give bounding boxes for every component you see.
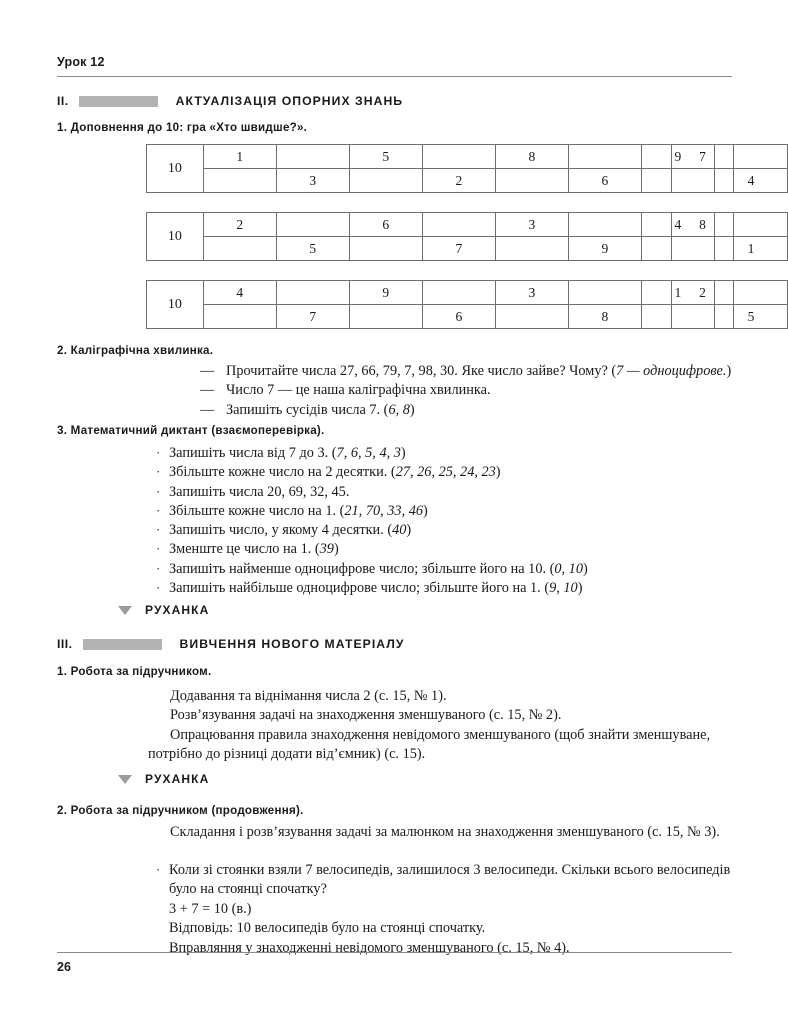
cell-top-3 bbox=[422, 145, 495, 169]
subheading-kaligrafichna: 2. Каліграфічна хвилинка. bbox=[57, 344, 214, 357]
cell-top-2: 6 bbox=[349, 213, 422, 237]
cell-top-1 bbox=[276, 145, 349, 169]
ruhanka-marker-1 bbox=[118, 603, 209, 617]
section-heading-2 bbox=[57, 94, 403, 108]
cell-bottom-0 bbox=[203, 237, 276, 261]
problem-statement: Коли зі стоянки взяли 7 велосипедів, залишилося 3 велосипеди. Скільки всього велосипедів було на стоянці спочатку? bbox=[169, 862, 731, 898]
cell-top-5 bbox=[568, 213, 641, 237]
dictation-answer-7: 9, 10 bbox=[549, 580, 578, 597]
dictation-text-0: Запишіть числа від 7 до 3. ( bbox=[169, 445, 337, 461]
cell-bottom-3: 6 bbox=[422, 305, 495, 329]
cell-top-0: 1 bbox=[203, 145, 276, 169]
dictation-tail-6: ) bbox=[582, 560, 588, 577]
dictation-text-2: Запишіть числа 20, 69, 32, 45. bbox=[169, 483, 350, 500]
cell-top-5 bbox=[568, 281, 641, 305]
cell-top-6: 4 bbox=[641, 213, 714, 237]
textbook-line-3: Опрацювання правила знаходження невідомого зменшуваного (щоб знайти зменшуване, потрібно до різниці додати від’ємник) (с. 15). bbox=[148, 727, 711, 763]
lesson-title: Урок 12 bbox=[57, 55, 105, 69]
dictation-tail-3: ) bbox=[423, 502, 428, 519]
table-row bbox=[672, 305, 734, 329]
calligraphy-line-1-answer: 7 — одноцифрове. bbox=[616, 363, 727, 379]
footer-divider bbox=[57, 952, 732, 953]
cell-bottom-2 bbox=[349, 237, 422, 261]
cell-bottom-8 bbox=[672, 237, 734, 261]
cell-top-0: 4 bbox=[203, 281, 276, 305]
list-item bbox=[155, 444, 735, 463]
textbook-work-1-rule bbox=[148, 726, 732, 765]
ruhanka-label-2: РУХАНКА bbox=[145, 772, 210, 786]
cell-top-1 bbox=[276, 213, 349, 237]
table-row bbox=[672, 213, 734, 237]
completion-table-2-tail bbox=[671, 212, 734, 261]
section-bar-icon bbox=[83, 639, 162, 650]
dictation-tail-7: ) bbox=[577, 580, 583, 597]
dash-marker: — bbox=[200, 382, 215, 399]
cell-top-8: 8 bbox=[672, 213, 734, 237]
header-divider bbox=[57, 76, 732, 77]
calligraphy-list-wrap bbox=[200, 362, 735, 420]
textbook2-line-last: Вправляння у знаходженні невідомого зменшуваного (с. 15, № 4). bbox=[169, 939, 570, 956]
textbook-work-2-problem-wrap bbox=[155, 861, 735, 900]
dictation-text-7: Запишіть найбільше одноцифрове число; збільште його на 1. ( bbox=[169, 580, 550, 597]
cell-top-4: 8 bbox=[495, 145, 568, 169]
cell-bottom-5: 6 bbox=[568, 169, 641, 193]
dictation-text-5: Зменште це число на 1. ( bbox=[169, 541, 320, 558]
anchor-cell: 10 bbox=[147, 281, 204, 329]
calligraphy-line-1b: ) bbox=[726, 363, 732, 379]
subheading-robota-1: 1. Робота за підручником. bbox=[57, 665, 212, 678]
subheading-dyktant: 3. Математичний диктант (взаємоперевірка). bbox=[57, 424, 325, 437]
page-number: 26 bbox=[57, 960, 71, 974]
dictation-answer-4: 40 bbox=[392, 522, 407, 539]
dictation-tail-5: ) bbox=[333, 541, 339, 558]
calligraphy-list bbox=[200, 362, 735, 420]
cell-top-1 bbox=[276, 281, 349, 305]
answer-line: Відповідь: 10 велосипедів було на стоянці спочатку. bbox=[169, 920, 486, 937]
running-head bbox=[57, 55, 732, 77]
table-row bbox=[672, 169, 734, 193]
list-item bbox=[155, 540, 735, 559]
cell-bottom-3: 2 bbox=[422, 169, 495, 193]
calligraphy-line-1a: Прочитайте числа 27, 66, 79, 7, 98, 30. Яке число зайве? Чому? ( bbox=[226, 363, 617, 379]
cell-top-6: 9 bbox=[641, 145, 714, 169]
cell-bottom-0 bbox=[203, 169, 276, 193]
dictation-answer-6: 0, 10 bbox=[554, 560, 583, 577]
cell-top-8: 7 bbox=[672, 145, 734, 169]
bullet-marker: · bbox=[156, 560, 161, 576]
section-heading-3 bbox=[57, 637, 405, 651]
textbook-work-2-intro bbox=[148, 823, 746, 842]
ruhanka-label-1: РУХАНКА bbox=[145, 603, 210, 617]
dictation-answer-3: 21, 70, 33, 46 bbox=[344, 502, 424, 519]
bullet-marker: · bbox=[156, 502, 161, 518]
section-numeral-3: III. bbox=[57, 637, 73, 651]
dictation-answer-5: 39 bbox=[319, 541, 334, 558]
cell-top-4: 3 bbox=[495, 213, 568, 237]
section-title-2: АКТУАЛІЗАЦІЯ ОПОРНИХ ЗНАНЬ bbox=[175, 94, 404, 108]
cell-bottom-2 bbox=[349, 169, 422, 193]
cell-bottom-1: 7 bbox=[276, 305, 349, 329]
cell-bottom-0 bbox=[203, 305, 276, 329]
completion-table-3-tail bbox=[671, 280, 734, 329]
list-item bbox=[155, 861, 735, 900]
cell-top-5 bbox=[568, 145, 641, 169]
bullet-marker: · bbox=[156, 541, 161, 557]
cell-top-2: 9 bbox=[349, 281, 422, 305]
calligraphy-line-3-answer: 6, 8 bbox=[388, 401, 410, 418]
dictation-text-1: Збільште кожне число на 2 десятки. ( bbox=[169, 464, 396, 481]
cell-bottom-7: 5 bbox=[714, 305, 787, 329]
list-item bbox=[155, 560, 735, 579]
cell-top-3 bbox=[422, 281, 495, 305]
section-numeral-2: II. bbox=[57, 94, 69, 108]
triangle-down-icon bbox=[118, 606, 132, 615]
table-row bbox=[672, 281, 734, 305]
dictation-answer-0: 7, 6, 5, 4, 3 bbox=[336, 445, 401, 461]
dictation-tail-0: ) bbox=[400, 445, 406, 461]
cell-bottom-8 bbox=[672, 169, 734, 193]
list-item bbox=[155, 483, 735, 502]
triangle-down-icon bbox=[118, 775, 132, 784]
cell-top-3 bbox=[422, 213, 495, 237]
cell-top-6: 1 bbox=[641, 281, 714, 305]
dictation-text-3: Збільште кожне число на 1. ( bbox=[169, 502, 345, 519]
bullet-marker: · bbox=[156, 522, 161, 538]
calligraphy-line-3a: Запишіть сусідів числа 7. ( bbox=[226, 401, 389, 418]
table-row bbox=[672, 145, 734, 169]
bullet-marker: · bbox=[156, 483, 161, 499]
cell-bottom-7: 4 bbox=[714, 169, 787, 193]
textbook2-line-1: Складання і розв’язування задачі за малюнком на знаходження зменшуваного (с. 15, № 3). bbox=[170, 824, 720, 840]
section-title-3: ВИВЧЕННЯ НОВОГО МАТЕРІАЛУ bbox=[179, 637, 405, 651]
anchor-cell: 10 bbox=[147, 145, 204, 193]
dictation-tail-4: ) bbox=[406, 522, 412, 539]
problem-list bbox=[155, 861, 735, 900]
cell-bottom-5: 8 bbox=[568, 305, 641, 329]
cell-bottom-8 bbox=[672, 305, 734, 329]
list-item bbox=[155, 521, 735, 540]
textbook-work-1-block bbox=[170, 687, 732, 726]
dictation-list bbox=[155, 444, 735, 598]
list-item bbox=[155, 463, 735, 482]
textbook-line-1: Додавання та віднімання числа 2 (с. 15, № 1). bbox=[170, 688, 447, 704]
list-item bbox=[155, 502, 735, 521]
textbook-line-2: Розв’язування задачі на знаходження зменшуваного (с. 15, № 2). bbox=[170, 707, 562, 724]
equation: 3 + 7 = 10 (в.) bbox=[169, 901, 252, 917]
cell-bottom-4 bbox=[495, 169, 568, 193]
cell-top-0: 2 bbox=[203, 213, 276, 237]
dictation-text-6: Запишіть найменше одноцифрове число; збільште його на 10. ( bbox=[169, 560, 555, 577]
subheading-dopovnennya: 1. Доповнення до 10: гра «Хто швидше?». bbox=[57, 121, 308, 134]
cell-bottom-7: 1 bbox=[714, 237, 787, 261]
bullet-marker: · bbox=[156, 445, 161, 460]
bullet-marker: · bbox=[156, 580, 161, 596]
bullet-marker: · bbox=[156, 862, 161, 877]
calligraphy-line-3b: ) bbox=[409, 401, 415, 418]
cell-bottom-2 bbox=[349, 305, 422, 329]
table-row bbox=[672, 237, 734, 261]
cell-bottom-5: 9 bbox=[568, 237, 641, 261]
dictation-tail-1: ) bbox=[495, 464, 501, 481]
cell-bottom-4 bbox=[495, 305, 568, 329]
list-item bbox=[200, 381, 735, 400]
cell-bottom-3: 7 bbox=[422, 237, 495, 261]
dash-marker: — bbox=[200, 363, 215, 379]
ruhanka-marker-2 bbox=[118, 772, 209, 786]
section-bar-icon bbox=[79, 96, 158, 107]
calligraphy-line-2: Число 7 — це наша каліграфічна хвилинка. bbox=[226, 382, 491, 399]
dictation-wrap bbox=[155, 444, 735, 598]
cell-bottom-1: 5 bbox=[276, 237, 349, 261]
cell-bottom-1: 3 bbox=[276, 169, 349, 193]
dictation-answer-1: 27, 26, 25, 24, 23 bbox=[395, 464, 496, 481]
textbook-work-2-solution bbox=[169, 900, 735, 958]
completion-table-1-tail bbox=[671, 144, 734, 193]
list-item bbox=[155, 579, 735, 598]
anchor-cell: 10 bbox=[147, 213, 204, 261]
list-item bbox=[200, 401, 735, 420]
cell-top-4: 3 bbox=[495, 281, 568, 305]
dictation-text-4: Запишіть число, у якому 4 десятки. ( bbox=[169, 522, 393, 539]
list-item bbox=[200, 362, 735, 381]
dash-marker: — bbox=[200, 401, 215, 418]
subheading-robota-2: 2. Робота за підручником (продовження). bbox=[57, 804, 304, 817]
cell-bottom-4 bbox=[495, 237, 568, 261]
cell-top-8: 2 bbox=[672, 281, 734, 305]
cell-top-2: 5 bbox=[349, 145, 422, 169]
bullet-marker: · bbox=[156, 464, 161, 480]
